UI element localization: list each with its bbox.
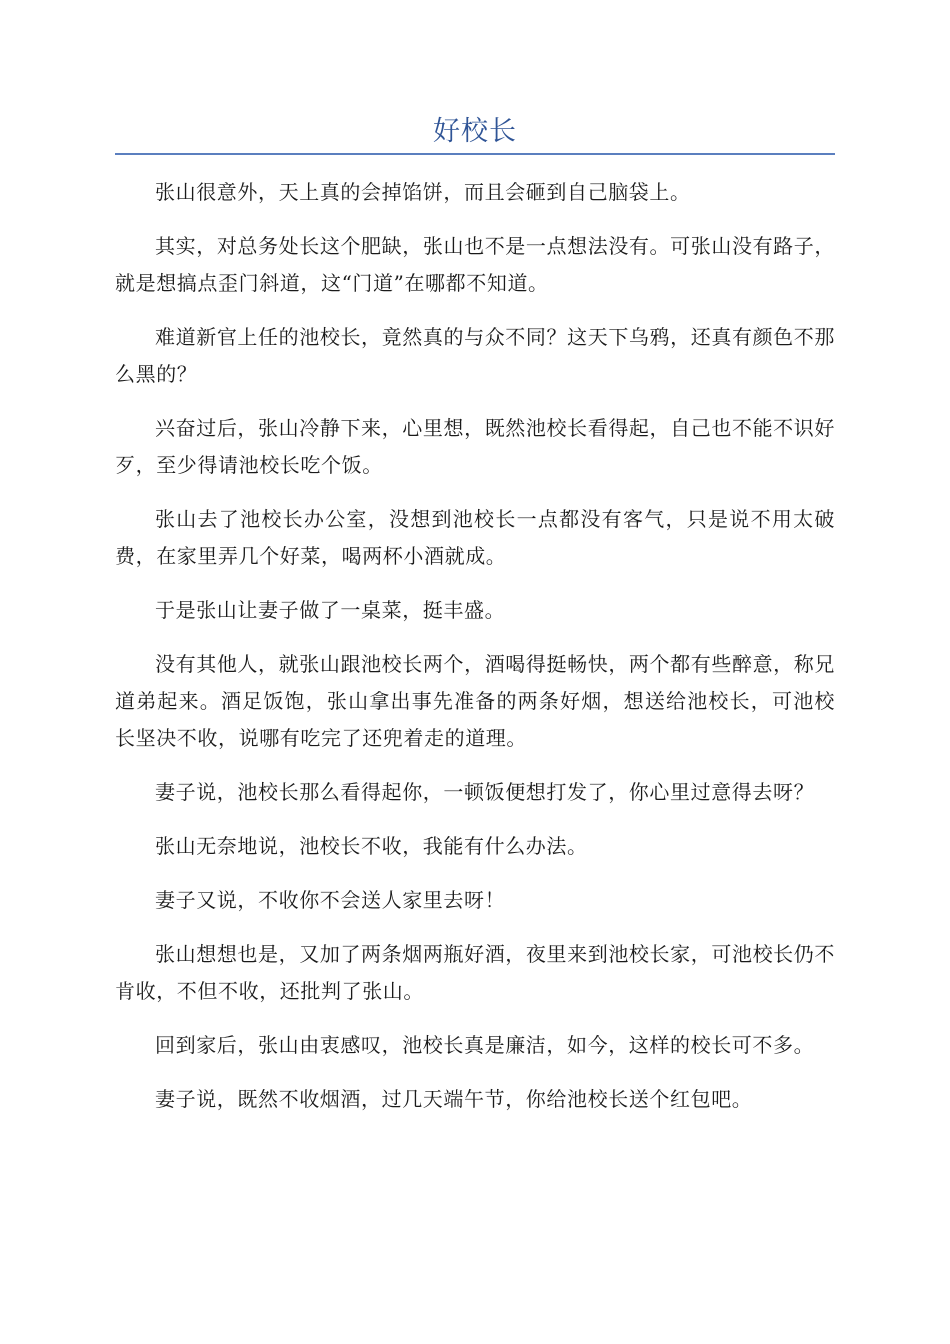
paragraph: 张山去了池校长办公室，没想到池校长一点都没有客气，只是说不用太破费，在家里弄几个好菜，喝两杯小酒就成。: [115, 507, 835, 568]
document-body: [115, 174, 835, 1135]
paragraph: 妻子说，既然不收烟酒，过几天端午节，你给池校长送个红包吧。: [155, 1087, 753, 1111]
paragraph: 张山很意外，天上真的会掉馅饼，而且会砸到自己脑袋上。: [155, 180, 691, 204]
paragraph: 其实，对总务处长这个肥缺，张山也不是一点想法没有。可张山没有路子，就是想搞点歪门斜道，这“门道”在哪都不知道。: [115, 234, 835, 295]
paragraph: 没有其他人，就张山跟池校长两个，酒喝得挺畅快，两个都有些醉意，称兄道弟起来。酒足饭饱，张山拿出事先准备的两条好烟，想送给池校长，可池校长坚决不收，说哪有吃完了还兜着走的道理。: [115, 652, 835, 750]
paragraph: 于是张山让妻子做了一桌菜，挺丰盛。: [155, 598, 506, 622]
title-underline: [115, 153, 835, 155]
paragraph: 难道新官上任的池校长，竟然真的与众不同？这天下乌鸦，还真有颜色不那么黑的？: [115, 325, 835, 386]
paragraph: 张山无奈地说，池校长不收，我能有什么办法。: [155, 834, 588, 858]
paragraph: 兴奋过后，张山冷静下来，心里想，既然池校长看得起，自己也不能不识好歹，至少得请池校长吃个饭。: [115, 416, 835, 477]
paragraph: 张山想想也是，又加了两条烟两瓶好酒，夜里来到池校长家，可池校长仍不肯收，不但不收，还批判了张山。: [115, 942, 835, 1003]
paragraph: 妻子说，池校长那么看得起你，一顿饭便想打发了，你心里过意得去呀？: [155, 780, 815, 804]
paragraph: 回到家后，张山由衷感叹，池校长真是廉洁，如今，这样的校长可不多。: [155, 1033, 815, 1057]
paragraph: 妻子又说，不收你不会送人家里去呀！: [155, 888, 506, 912]
document-title: 好校长: [433, 116, 517, 147]
